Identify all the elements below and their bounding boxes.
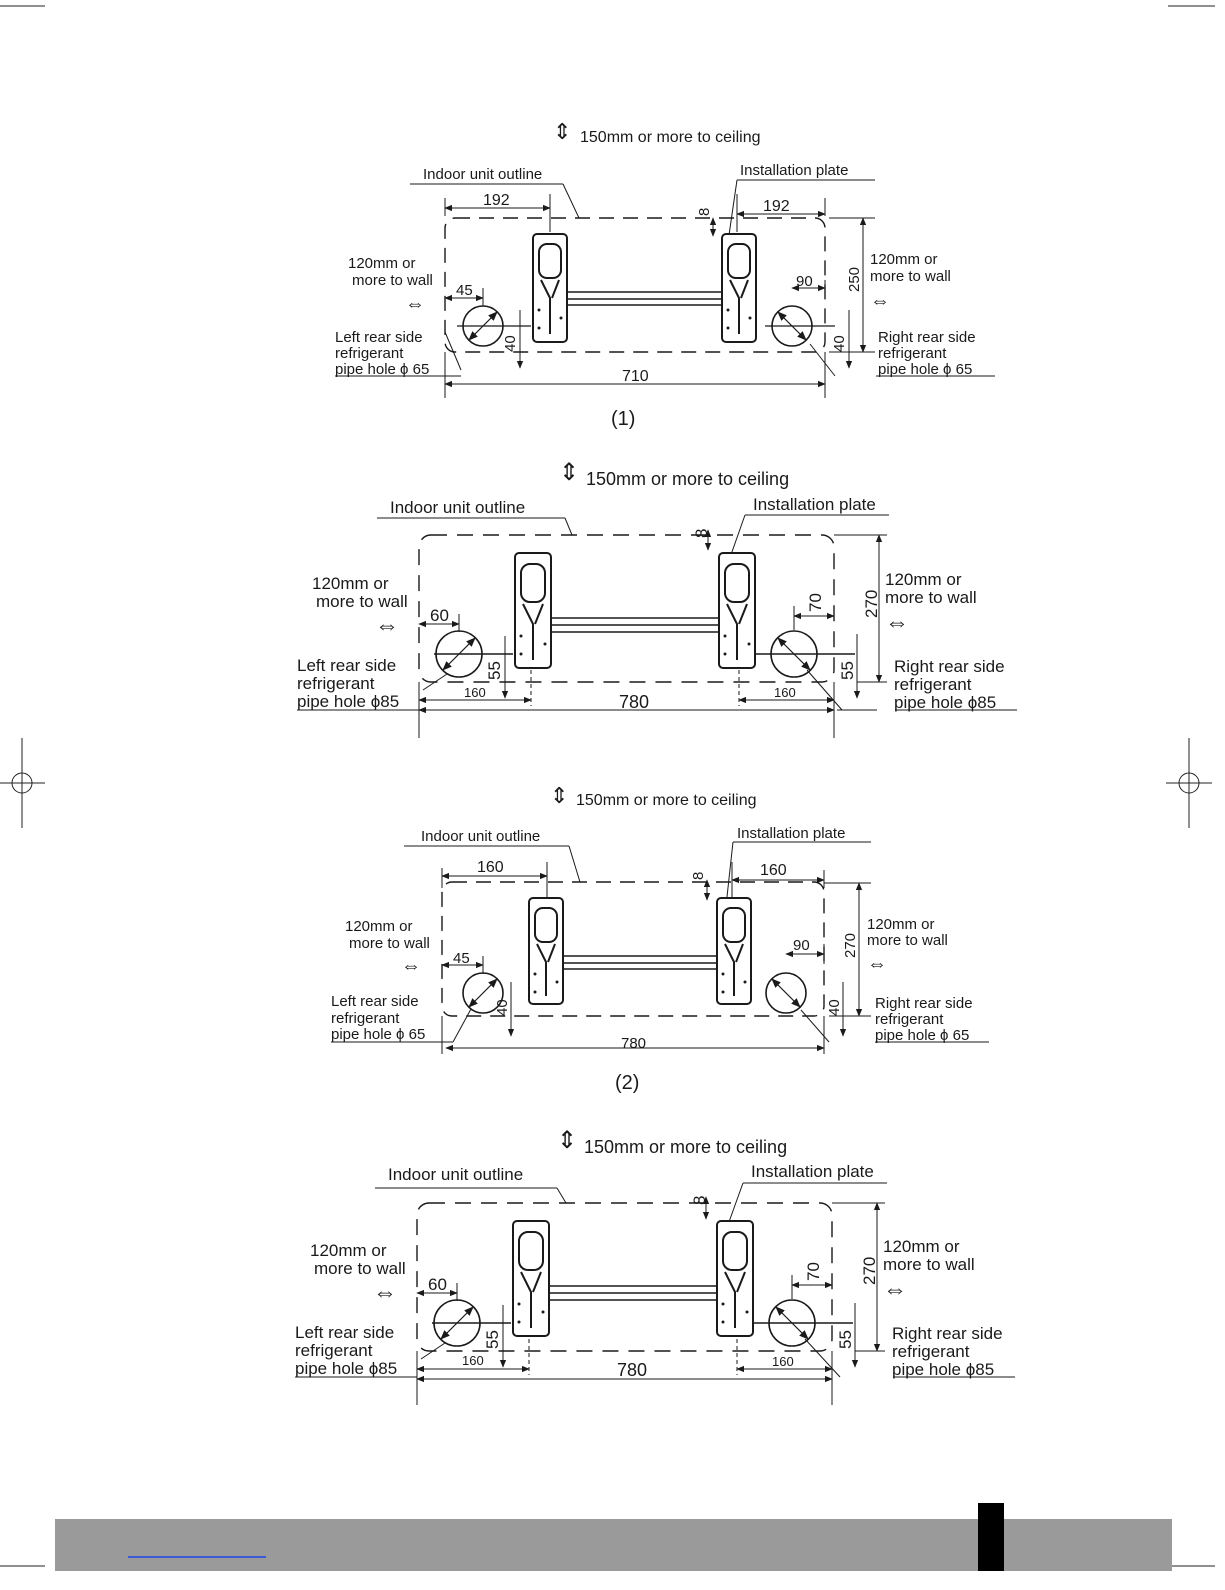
dim-top-right: 160: [760, 862, 787, 879]
dim-sub-right: 160: [774, 685, 796, 700]
dim-bottom-right: 40: [826, 999, 843, 1016]
footer-bar: [55, 1519, 1172, 1571]
right-wall-line-2: more to wall: [885, 588, 977, 607]
installation-plate-right: [719, 553, 755, 668]
dim-bottom-right: 55: [838, 661, 857, 680]
outline-leader: [377, 518, 572, 535]
outline-label: Indoor unit outline: [423, 166, 543, 183]
diagram-3: [331, 783, 989, 1054]
dim-bottom-right: 40: [831, 335, 848, 352]
crop-marks: [0, 6, 1215, 1566]
left-hole-line-1: Left rear side: [335, 329, 423, 346]
right-wall-line-1: 120mm or: [883, 1237, 960, 1256]
left-right-arrow-icon: ⇔: [870, 290, 890, 312]
plate-label: Installation plate: [751, 1162, 874, 1181]
ceiling-clearance: [559, 459, 789, 489]
installation-plate-right: [717, 898, 751, 1004]
right-wall-line-2: more to wall: [870, 268, 951, 285]
right-hole-line-1: Right rear side: [892, 1324, 1003, 1343]
dim-bottom-left: 40: [502, 335, 519, 352]
outline-label: Indoor unit outline: [421, 828, 541, 845]
left-hole-line-3: pipe hole ϕ 65: [335, 361, 430, 378]
ceiling-clearance: [557, 1127, 787, 1157]
right-hole-line-2: refrigerant: [875, 1011, 944, 1028]
left-right-arrow-icon: ⇔: [375, 612, 399, 639]
plate-crossbar: [551, 618, 719, 632]
left-right-arrow-icon: ⇔: [883, 1276, 907, 1303]
dim-hole-left: 45: [453, 950, 470, 967]
caption-2: (2): [615, 1072, 640, 1094]
dim-hole-left: 60: [428, 1275, 447, 1294]
up-down-arrow-icon: ⇕: [550, 783, 569, 808]
right-hole-line-3: pipe hole ϕ85: [892, 1360, 995, 1379]
plate-label: Installation plate: [753, 495, 876, 514]
right-hole-line-2: refrigerant: [892, 1342, 970, 1361]
dim-gap: 8: [696, 207, 713, 216]
ceiling-clearance-text: 150mm or more to ceiling: [584, 1137, 788, 1157]
left-right-arrow-icon: ⇔: [405, 293, 425, 315]
up-down-arrow-icon: ⇕: [559, 459, 580, 486]
diagram-1: [335, 119, 995, 398]
left-hole-line-2: refrigerant: [297, 674, 375, 693]
dim-hole-right: 70: [806, 593, 825, 612]
left-hole-line-1: Left rear side: [295, 1323, 395, 1342]
dim-hole-left: 60: [430, 606, 449, 625]
left-right-arrow-icon: ⇔: [885, 609, 909, 636]
installation-plate-right: [717, 1221, 753, 1336]
right-hole-line-3: pipe hole ϕ85: [894, 693, 997, 712]
dim-sub-right: 160: [772, 1354, 794, 1369]
right-wall-line-1: 120mm or: [870, 251, 938, 268]
dim-width: 780: [619, 692, 650, 712]
outline-label: Indoor unit outline: [390, 498, 526, 517]
right-wall-line-2: more to wall: [883, 1255, 975, 1274]
dim-top-left: 192: [483, 192, 510, 209]
dim-gap: 8: [690, 871, 707, 880]
dim-hole-left: 45: [456, 282, 473, 299]
dim-bottom-left: 55: [485, 661, 504, 680]
ceiling-clearance-text: 150mm or more to ceiling: [576, 792, 757, 809]
installation-plate-right: [722, 234, 756, 342]
dim-bottom-right: 55: [836, 1330, 855, 1349]
installation-plate-left: [513, 1221, 549, 1336]
installation-plate-left: [515, 553, 551, 668]
dim-width: 780: [617, 1360, 648, 1380]
footer-link-underline[interactable]: [128, 1556, 266, 1558]
left-wall-line-1: 120mm or: [310, 1241, 387, 1260]
ceiling-clearance-text: 150mm or more to ceiling: [580, 129, 761, 146]
left-right-arrow-icon: ⇔: [867, 953, 887, 975]
footer-tab-marker: [978, 1503, 1004, 1571]
outline-leader: [375, 1188, 566, 1203]
plate-crossbar: [567, 292, 722, 305]
ceiling-clearance: [553, 119, 761, 146]
left-wall-line-2: more to wall: [316, 592, 408, 611]
left-wall-line-1: 120mm or: [348, 255, 416, 272]
up-down-arrow-icon: ⇕: [553, 119, 572, 144]
right-wall-line-1: 120mm or: [867, 916, 935, 933]
right-hole-line-2: refrigerant: [878, 345, 947, 362]
dim-bottom-left: 40: [494, 999, 511, 1016]
plate-leader: [726, 842, 871, 906]
left-hole-line-3: pipe hole ϕ85: [295, 1359, 398, 1378]
left-right-arrow-icon: ⇔: [373, 1279, 397, 1306]
dim-gap: 8: [692, 528, 711, 538]
dim-width: 780: [621, 1035, 647, 1052]
dim-height: 270: [862, 589, 881, 618]
up-down-arrow-icon: ⇕: [557, 1127, 578, 1154]
left-hole-line-2: refrigerant: [335, 345, 404, 362]
left-hole-line-1: Left rear side: [331, 993, 419, 1010]
diagram-4: [295, 1127, 1015, 1405]
dim-height: 270: [842, 932, 859, 958]
plate-label: Installation plate: [740, 162, 849, 179]
left-hole-line-2: refrigerant: [331, 1010, 400, 1027]
dim-gap: 8: [690, 1195, 709, 1205]
outline-label: Indoor unit outline: [388, 1165, 524, 1184]
installation-plate-left: [533, 234, 567, 342]
left-hole-line-3: pipe hole ϕ 65: [331, 1026, 426, 1043]
left-wall-line-2: more to wall: [349, 935, 430, 952]
caption-1: (1): [611, 408, 636, 430]
dim-sub-left: 160: [462, 1353, 484, 1368]
right-hole-line-1: Right rear side: [875, 995, 973, 1012]
dim-height: 270: [860, 1256, 879, 1285]
installation-plate-left: [529, 898, 563, 1004]
plate-label: Installation plate: [737, 825, 846, 842]
dim-bottom-left: 55: [483, 1330, 502, 1349]
ceiling-clearance-text: 150mm or more to ceiling: [586, 469, 790, 489]
pipe-hole-right: [766, 973, 806, 1013]
left-wall-line-2: more to wall: [352, 272, 433, 289]
left-hole-line-3: pipe hole ϕ85: [297, 692, 400, 711]
right-hole-line-1: Right rear side: [878, 329, 976, 346]
left-wall-line-1: 120mm or: [345, 918, 413, 935]
right-wall-line-2: more to wall: [867, 932, 948, 949]
dim-top-right: 192: [763, 198, 790, 215]
dim-hole-right: 90: [793, 937, 810, 954]
right-hole-line-3: pipe hole ϕ 65: [878, 361, 973, 378]
right-wall-line-1: 120mm or: [885, 570, 962, 589]
right-hole-line-3: pipe hole ϕ 65: [875, 1027, 970, 1044]
ceiling-clearance: [550, 783, 757, 809]
dim-width: 710: [622, 368, 649, 385]
left-wall-line-1: 120mm or: [312, 574, 389, 593]
left-hole-line-2: refrigerant: [295, 1341, 373, 1360]
dim-hole-right: 90: [796, 273, 813, 290]
dim-sub-left: 160: [464, 685, 486, 700]
diagram-2: [297, 459, 1017, 738]
right-hole-line-1: Right rear side: [894, 657, 1005, 676]
right-hole-line-2: refrigerant: [894, 675, 972, 694]
left-wall-line-2: more to wall: [314, 1259, 406, 1278]
dim-height: 250: [846, 266, 863, 292]
left-hole-line-1: Left rear side: [297, 656, 397, 675]
plate-crossbar: [563, 956, 717, 969]
plate-crossbar: [549, 1286, 717, 1300]
dim-top-left: 160: [477, 859, 504, 876]
left-right-arrow-icon: ⇔: [401, 955, 421, 977]
plate-leader: [728, 180, 875, 242]
dim-hole-right: 70: [804, 1262, 823, 1281]
